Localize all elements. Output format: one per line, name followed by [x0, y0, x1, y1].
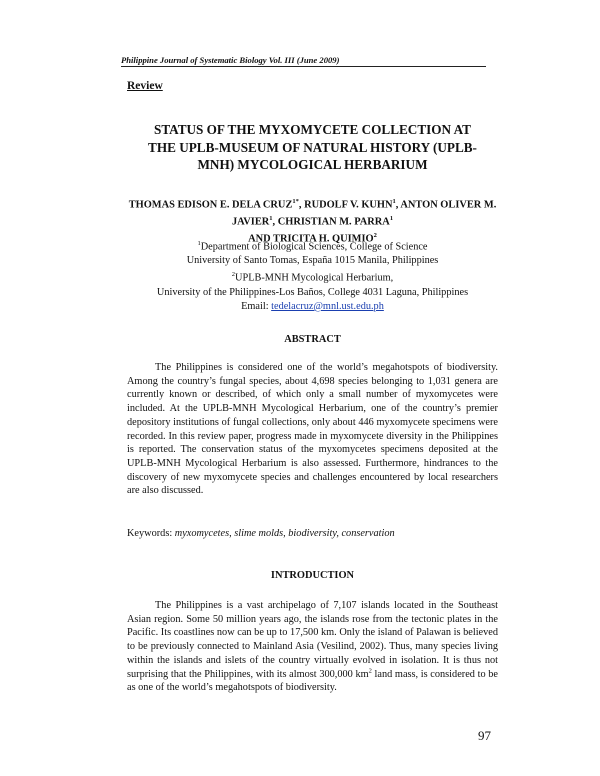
email-label: Email:	[241, 300, 272, 312]
affiliation-line: University of the Philippines-Los Baños, College 4031 Laguna, Philippines	[156, 286, 469, 298]
affiliation-line: University of Santo Tomas, España 1015 Manila, Philippines	[186, 255, 439, 267]
affiliation-line: $^2$UPLB-MNH Mycological Herbarium,	[231, 271, 394, 284]
page-number: 97	[478, 728, 491, 743]
affiliation-line: $^1$Department of Biological Sciences, College of Science	[197, 240, 428, 253]
article-type-label: Review	[127, 80, 163, 92]
author-name: , ANTON OLIVER M. JAVIER	[231, 199, 497, 228]
introduction-text: The Philippines is a vast archipelago of 7,107 islands located in the Southeast Asian region. Some 50 million years ago, the islands rose from the tectonic plates in the Pacific. Its coastlines now can be up to 17,500 km. Only the island of Palawan is believed to be previously connected to Mainland Asia (Vesilind, 2002). Thus, many species living within the islands and islets of the country virtually evolved in isolation. It is thus not surprising that the Philippines, with its almost 300,000 $km^2$ land mass, is considered to be as one of the world’s megahotspots of biodiversity.	[127, 600, 498, 694]
author-affiliation-mark: 1*	[292, 198, 299, 205]
paper-title	[125, 121, 500, 174]
email-link[interactable]: tedelacruz@mnl.ust.edu.ph	[271, 300, 384, 312]
header-rule	[121, 66, 486, 67]
keywords-line	[127, 528, 498, 539]
keywords-terms: myxomycetes, slime molds, biodiversity, conservation	[174, 528, 395, 539]
author-affiliation-mark: 1	[392, 198, 396, 205]
title-line: MNH) MYCOLOGICAL HERBARIUM	[197, 157, 428, 172]
author-name: THOMAS EDISON E. DELA CRUZ	[128, 199, 293, 211]
keywords-label: Keywords:	[127, 528, 175, 539]
author-name: AND TRICITA H. QUIMIO	[248, 233, 374, 245]
author-affiliation-mark: 1	[269, 214, 273, 222]
journal-header: Philippine Journal of Systematic Biology Vol. III (June 2009)	[121, 55, 340, 65]
affiliations	[127, 237, 498, 314]
email-line	[127, 300, 498, 314]
author-affiliation-mark: 1	[389, 214, 394, 222]
title-line: STATUS OF THE MYXOMYCETE COLLECTION AT	[154, 122, 471, 137]
author-affiliation-mark: 2	[373, 231, 377, 239]
abstract-text: The Philippines is considered one of the world’s megahotspots of biodiversity. Among the country’s fungal species, about 4,698 species belonging to 1,031 genera are currently known or described, of which only a small number of myxomycetes were included. At the UPLB-MNH Mycological Herbarium, one of the country’s premier depository institutions of fungal collections, only about 446 myxomycete specimens were recorded. In this review paper, progress made in myxomycete diversity in the Philippines is reported. The conservation status of the myxomycetes specimens deposited at the UPLB-MNH Mycological Herbarium is also assessed. Furthermore, hindrances to the discovery of new myxomycete species and challenges encountered by local researchers are also discussed.	[127, 362, 498, 497]
author-name: , CHRISTIAN M. PARRA	[272, 216, 390, 228]
abstract-heading: ABSTRACT	[284, 334, 341, 345]
title-line: THE UPLB-MUSEUM OF NATURAL HISTORY (UPLB-	[148, 139, 477, 155]
author-name: , RUDOLF V. KUHN	[298, 199, 393, 211]
introduction-heading: INTRODUCTION	[270, 570, 355, 581]
